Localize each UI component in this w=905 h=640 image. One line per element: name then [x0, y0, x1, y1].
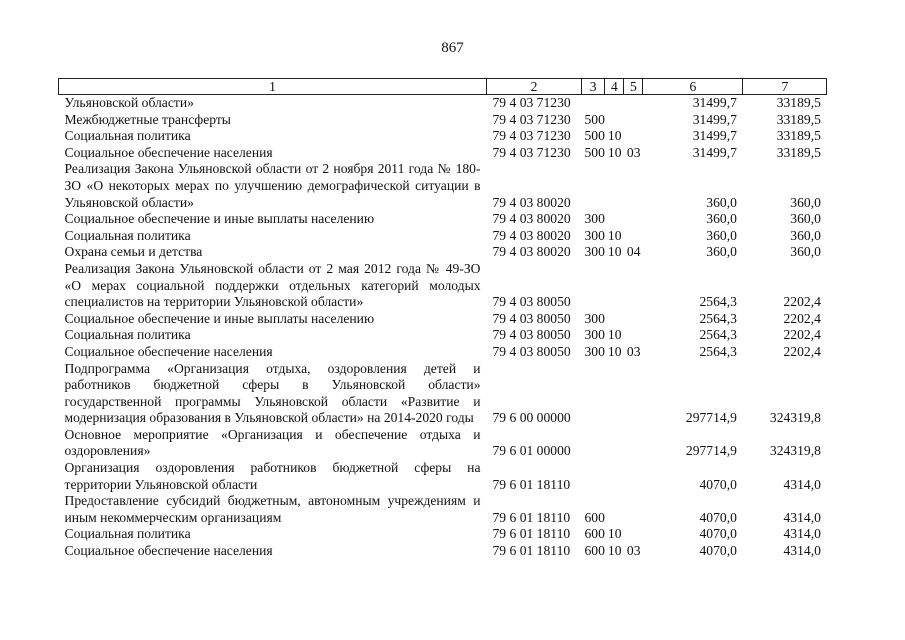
row-amount-col7: 2202,4 — [783, 294, 821, 310]
row-expense-type — [582, 427, 605, 460]
table-row — [59, 526, 827, 543]
table-row — [59, 344, 827, 361]
row-subsection: 03 — [626, 343, 641, 359]
row-expense-type — [582, 361, 605, 427]
row-name: Реализация Закона Ульяновской области от 2 ноября 2011 года № 180-ЗО «О некоторых мерах по улучшению демографической ситуации в Ульяновской области» — [64, 161, 481, 210]
row-code: 79 4 03 80020 — [492, 194, 571, 210]
row-amount-col6: 360,0 — [706, 227, 737, 243]
row-amount-col6: 360,0 — [706, 211, 737, 227]
row-section: 10 — [607, 227, 622, 243]
header-col-6: 6 — [643, 79, 743, 95]
row-amount-col7: 360,0 — [790, 227, 821, 243]
row-name: Социальное обеспечение населения — [64, 144, 273, 160]
row-expense-type — [582, 460, 605, 493]
table-row — [59, 460, 827, 493]
row-amount-col6: 297714,9 — [685, 410, 737, 426]
row-amount-col6: 2564,3 — [699, 294, 737, 310]
row-section: 10 — [607, 128, 622, 144]
row-expense-type: 300 — [584, 343, 605, 359]
row-subsection: 03 — [626, 144, 641, 160]
table-body — [59, 95, 827, 560]
table-row — [59, 493, 827, 526]
row-subsection — [624, 95, 643, 112]
row-amount-col7: 33189,5 — [776, 111, 821, 127]
row-expense-type: 600 — [584, 543, 605, 559]
row-expense-type: 300 — [584, 227, 605, 243]
row-code: 79 6 00 00000 — [492, 410, 571, 426]
row-name: Организация оздоровления работников бюджетной сферы на территории Ульяновской области — [64, 460, 481, 492]
row-code: 79 4 03 71230 — [492, 111, 571, 127]
budget-table — [58, 78, 827, 560]
row-subsection — [624, 311, 643, 328]
row-amount-col7: 4314,0 — [783, 476, 821, 492]
row-expense-type: 300 — [584, 244, 605, 260]
header-col-2: 2 — [487, 79, 582, 95]
row-section — [605, 427, 624, 460]
row-section — [605, 211, 624, 228]
row-amount-col7: 360,0 — [790, 244, 821, 260]
row-name: Социальное обеспечение и иные выплаты населению — [64, 211, 375, 227]
row-section — [605, 95, 624, 112]
row-subsection — [624, 361, 643, 427]
row-code: 79 4 03 80050 — [492, 294, 571, 310]
row-expense-type: 500 — [584, 144, 605, 160]
row-subsection — [624, 427, 643, 460]
row-expense-type: 300 — [584, 327, 605, 343]
row-name: Предоставление субсидий бюджетным, автономным учреждениям и иным некоммерческим организациям — [64, 493, 481, 525]
row-name: Социальная политика — [64, 227, 191, 243]
row-subsection: 03 — [626, 543, 641, 559]
table-row — [59, 228, 827, 245]
page-number: 867 — [441, 40, 464, 56]
row-amount-col6: 31499,7 — [692, 144, 737, 160]
row-code: 79 4 03 80050 — [492, 343, 571, 359]
row-expense-type: 300 — [584, 310, 605, 326]
table-row — [59, 145, 827, 162]
row-subsection — [624, 211, 643, 228]
row-subsection — [624, 112, 643, 129]
row-section — [605, 161, 624, 211]
row-amount-col7: 2202,4 — [783, 327, 821, 343]
row-amount-col6: 4070,0 — [699, 543, 737, 559]
row-subsection — [624, 460, 643, 493]
header-col-3: 3 — [582, 79, 605, 95]
row-section: 10 — [607, 144, 622, 160]
table-row — [59, 427, 827, 460]
table-header-row — [59, 79, 827, 95]
row-name: Охрана семьи и детства — [64, 244, 203, 260]
row-section — [605, 460, 624, 493]
row-subsection — [624, 327, 643, 344]
row-section — [605, 261, 624, 311]
row-expense-type — [582, 95, 605, 112]
row-code: 79 4 03 80050 — [492, 327, 571, 343]
row-section: 10 — [607, 327, 622, 343]
row-amount-col6: 31499,7 — [692, 128, 737, 144]
table-row — [59, 311, 827, 328]
row-subsection — [624, 161, 643, 211]
row-subsection — [624, 526, 643, 543]
table-row — [59, 543, 827, 560]
row-amount-col7: 2202,4 — [783, 343, 821, 359]
row-expense-type: 600 — [584, 509, 605, 525]
row-name: Реализация Закона Ульяновской области от 2 мая 2012 года № 49-ЗО «О мерах социальной поддержки отдельных категорий молодых специалистов на территории Ульяновской области» — [64, 260, 481, 310]
row-amount-col7: 4314,0 — [783, 543, 821, 559]
row-amount-col7: 360,0 — [790, 194, 821, 210]
header-col-1: 1 — [59, 79, 487, 95]
table-row — [59, 211, 827, 228]
row-amount-col7: 2202,4 — [783, 310, 821, 326]
table-row — [59, 261, 827, 311]
row-subsection — [624, 493, 643, 526]
row-section: 10 — [607, 526, 622, 542]
header-col-4: 4 — [605, 79, 624, 95]
row-amount-col6: 2564,3 — [699, 327, 737, 343]
row-amount-col6: 360,0 — [706, 244, 737, 260]
row-subsection — [624, 228, 643, 245]
row-code: 79 4 03 80020 — [492, 211, 571, 227]
row-amount-col7: 4314,0 — [783, 509, 821, 525]
row-name: Подпрограмма «Организация отдыха, оздоровления детей и работников бюджетной сферы в Ульяновской области» государственной программы Ульяновской области «Развитие и модернизация образования в Ульяновской области» на 2014-2020 годы — [64, 360, 481, 426]
row-subsection: 04 — [626, 244, 641, 260]
row-amount-col6: 2564,3 — [699, 343, 737, 359]
row-amount-col7: 33189,5 — [776, 128, 821, 144]
row-section — [605, 112, 624, 129]
row-amount-col7: 33189,5 — [776, 95, 821, 110]
row-name: Социальное обеспечение населения — [64, 543, 273, 559]
row-code: 79 4 03 71230 — [492, 144, 571, 160]
row-code: 79 6 01 18110 — [492, 476, 571, 492]
header-col-5: 5 — [624, 79, 643, 95]
row-section: 10 — [607, 244, 622, 260]
row-expense-type: 500 — [584, 128, 605, 144]
row-name: Межбюджетные трансферты — [64, 111, 231, 127]
row-amount-col6: 4070,0 — [699, 526, 737, 542]
table-row — [59, 327, 827, 344]
row-code: 79 6 01 00000 — [492, 443, 571, 459]
row-amount-col6: 297714,9 — [685, 443, 737, 459]
row-amount-col6: 31499,7 — [692, 111, 737, 127]
row-code: 79 4 03 71230 — [492, 128, 571, 144]
row-name: Социальное обеспечение и иные выплаты населению — [64, 310, 375, 326]
table-row — [59, 95, 827, 112]
row-amount-col6: 4070,0 — [699, 476, 737, 492]
row-amount-col7: 4314,0 — [783, 526, 821, 542]
row-code: 79 4 03 80020 — [492, 244, 571, 260]
row-amount-col6: 31499,7 — [692, 95, 737, 110]
row-code: 79 6 01 18110 — [492, 526, 571, 542]
table-row — [59, 161, 827, 211]
row-section: 10 — [607, 343, 622, 359]
row-code: 79 6 01 18110 — [492, 543, 571, 559]
table-row — [59, 128, 827, 145]
table-row — [59, 244, 827, 261]
row-name: Социальное обеспечение населения — [64, 343, 273, 359]
table-row — [59, 361, 827, 427]
row-amount-col6: 360,0 — [706, 194, 737, 210]
row-amount-col7: 33189,5 — [776, 144, 821, 160]
row-amount-col7: 360,0 — [790, 211, 821, 227]
row-name: Социальная политика — [64, 128, 191, 144]
row-code: 79 4 03 80050 — [492, 310, 571, 326]
row-section — [605, 311, 624, 328]
row-subsection — [624, 261, 643, 311]
header-col-7: 7 — [743, 79, 827, 95]
row-expense-type — [582, 161, 605, 211]
row-section — [605, 361, 624, 427]
row-section — [605, 493, 624, 526]
row-name: Основное мероприятие «Организация и обеспечение отдыха и оздоровления» — [64, 426, 481, 459]
row-expense-type: 300 — [584, 211, 605, 227]
row-expense-type: 600 — [584, 526, 605, 542]
row-code: 79 4 03 80020 — [492, 227, 571, 243]
row-amount-col7: 324319,8 — [769, 410, 821, 426]
row-subsection — [624, 128, 643, 145]
row-expense-type — [582, 261, 605, 311]
row-section: 10 — [607, 543, 622, 559]
row-name: Ульяновской области» — [64, 95, 194, 110]
row-amount-col7: 324319,8 — [769, 443, 821, 459]
row-code: 79 6 01 18110 — [492, 509, 571, 525]
row-name: Социальная политика — [64, 526, 191, 542]
row-amount-col6: 2564,3 — [699, 310, 737, 326]
row-code: 79 4 03 71230 — [492, 95, 571, 110]
row-name: Социальная политика — [64, 327, 191, 343]
row-expense-type: 500 — [584, 111, 605, 127]
row-amount-col6: 4070,0 — [699, 509, 737, 525]
table-row — [59, 112, 827, 129]
